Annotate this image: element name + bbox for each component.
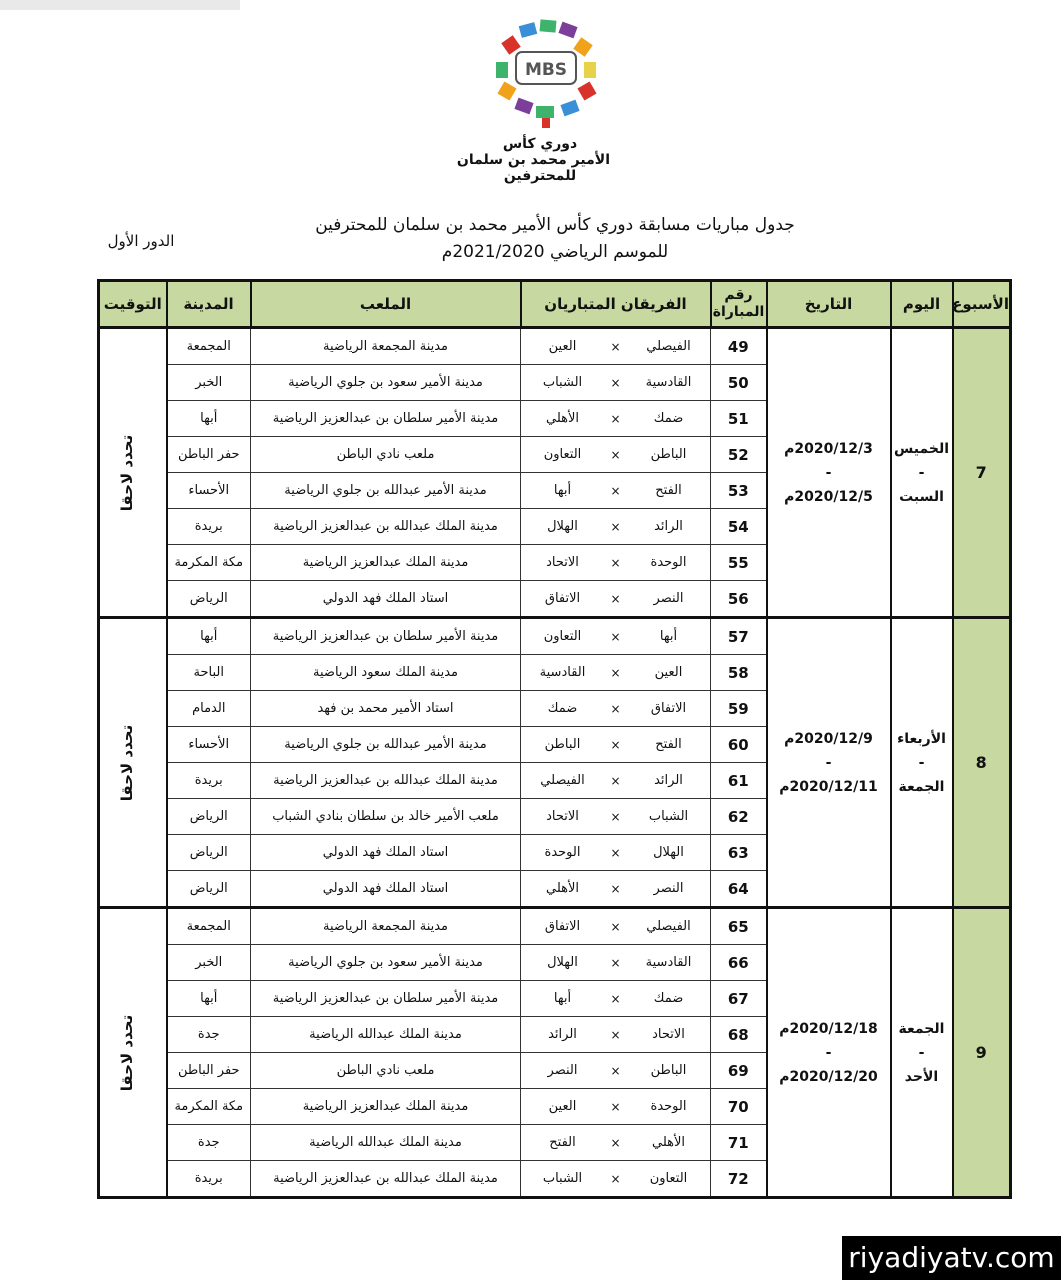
match-number: 50 xyxy=(711,365,767,401)
teams-cell xyxy=(521,509,711,545)
city-name: بريدة xyxy=(167,1161,251,1198)
home-team: الوحدة xyxy=(650,1099,687,1114)
stadium-name: ملعب نادي الباطن xyxy=(251,437,521,473)
stadium-name: استاد الملك فهد الدولي xyxy=(251,871,521,908)
versus-symbol: × xyxy=(610,1099,621,1114)
teams-pair xyxy=(521,1063,710,1078)
home-team: الفتح xyxy=(655,483,682,498)
match-number: 71 xyxy=(711,1125,767,1161)
away-team: الشباب xyxy=(542,375,583,390)
away-team: الاتفاق xyxy=(544,591,581,606)
stadium-name: مدينة الأمير سلطان بن عبدالعزيز الرياضية xyxy=(251,981,521,1017)
teams-cell xyxy=(521,545,711,581)
match-days xyxy=(891,908,953,1198)
versus-symbol: × xyxy=(610,845,621,860)
match-number: 63 xyxy=(711,835,767,871)
versus-symbol: × xyxy=(610,991,621,1006)
away-team: القادسية xyxy=(539,665,586,680)
city-name: جدة xyxy=(167,1017,251,1053)
city-name: المجمعة xyxy=(167,328,251,365)
week-number: 7 xyxy=(953,328,1011,618)
timing-text: تحدد لاحقا xyxy=(118,724,137,801)
stadium-name: مدينة الملك عبدالله بن عبدالعزيز الرياضية xyxy=(251,509,521,545)
stadium-name: مدينة الأمير سعود بن جلوي الرياضية xyxy=(251,945,521,981)
teams-pair xyxy=(521,519,710,534)
stadium-name: ملعب الأمير خالد بن سلطان بنادي الشباب xyxy=(251,799,521,835)
teams-cell xyxy=(521,871,711,908)
city-name: مكة المكرمة xyxy=(167,545,251,581)
home-team: الفيصلي xyxy=(646,919,691,934)
city-name: مكة المكرمة xyxy=(167,1089,251,1125)
versus-symbol: × xyxy=(610,1171,621,1186)
away-team: الباطن xyxy=(544,737,581,752)
away-team: الفتح xyxy=(549,1135,576,1150)
stadium-name: مدينة الأمير عبدالله بن جلوي الرياضية xyxy=(251,473,521,509)
header-city: المدينة xyxy=(167,281,251,328)
away-team: الأهلي xyxy=(545,881,580,896)
match-number: 72 xyxy=(711,1161,767,1198)
header-day: اليوم xyxy=(891,281,953,328)
match-number: 61 xyxy=(711,763,767,799)
date-line-1: 2020/12/3م xyxy=(784,440,873,457)
teams-pair xyxy=(521,701,710,716)
teams-cell xyxy=(521,1125,711,1161)
document-title xyxy=(260,212,850,266)
teams-cell xyxy=(521,365,711,401)
date-line-3: 2020/12/5م xyxy=(784,488,873,505)
header-stadium: الملعب xyxy=(251,281,521,328)
away-team: الهلال xyxy=(547,955,578,970)
stadium-name: مدينة المجمعة الرياضية xyxy=(251,328,521,365)
date-line-3: 2020/12/20م xyxy=(779,1068,878,1085)
city-name: أبها xyxy=(167,981,251,1017)
teams-cell xyxy=(521,328,711,365)
date-line-3: 2020/12/11م xyxy=(779,778,878,795)
away-team: الأهلي xyxy=(545,411,580,426)
match-number: 70 xyxy=(711,1089,767,1125)
teams-cell xyxy=(521,763,711,799)
day-line-2: - xyxy=(918,464,925,481)
stadium-name: مدينة الملك عبدالعزيز الرياضية xyxy=(251,1089,521,1125)
home-team: الشباب xyxy=(648,809,689,824)
home-team: الباطن xyxy=(650,1063,687,1078)
round-label: الدور الأول xyxy=(107,232,175,250)
teams-cell xyxy=(521,401,711,437)
city-name: حفر الباطن xyxy=(167,437,251,473)
teams-pair xyxy=(521,339,710,354)
away-team: العين xyxy=(548,339,577,354)
match-number: 54 xyxy=(711,509,767,545)
teams-cell xyxy=(521,655,711,691)
teams-pair xyxy=(521,991,710,1006)
table-header-row xyxy=(99,281,1011,328)
home-team: الرائد xyxy=(654,773,683,788)
header-week: الأسبوع xyxy=(953,281,1011,328)
teams-cell xyxy=(521,1161,711,1198)
match-number: 64 xyxy=(711,871,767,908)
versus-symbol: × xyxy=(610,701,621,716)
header-match-number-line-2: المباراة xyxy=(712,304,765,320)
city-name: المجمعة xyxy=(167,908,251,945)
versus-symbol: × xyxy=(610,629,621,644)
header-teams: الفريقان المتباريان xyxy=(521,281,711,328)
teams-pair xyxy=(521,809,710,824)
away-team: ضمك xyxy=(547,701,578,716)
match-number: 60 xyxy=(711,727,767,763)
home-team: التعاون xyxy=(649,1171,688,1186)
match-number: 51 xyxy=(711,401,767,437)
day-line-3: السبت xyxy=(899,488,944,505)
city-name: الخبر xyxy=(167,365,251,401)
league-name xyxy=(456,136,610,184)
site-watermark: riyadiyatv.com xyxy=(842,1236,1061,1280)
date-line-2: - xyxy=(825,1044,832,1061)
versus-symbol: × xyxy=(610,881,621,896)
teams-pair xyxy=(521,919,710,934)
match-schedule-table xyxy=(97,279,1012,1199)
match-row xyxy=(99,618,1011,655)
title-line-2: للموسم الرياضي 2021/2020م xyxy=(441,242,669,262)
match-number: 65 xyxy=(711,908,767,945)
teams-pair xyxy=(521,737,710,752)
match-number: 57 xyxy=(711,618,767,655)
teams-cell xyxy=(521,1053,711,1089)
stadium-name: مدينة المجمعة الرياضية xyxy=(251,908,521,945)
stadium-name: مدينة الملك عبدالعزيز الرياضية xyxy=(251,545,521,581)
versus-symbol: × xyxy=(610,809,621,824)
teams-pair xyxy=(521,591,710,606)
versus-symbol: × xyxy=(610,339,621,354)
teams-pair xyxy=(521,881,710,896)
versus-symbol: × xyxy=(610,665,621,680)
city-name: أبها xyxy=(167,618,251,655)
stadium-name: استاد الملك فهد الدولي xyxy=(251,835,521,871)
teams-pair xyxy=(521,555,710,570)
stadium-name: استاد الأمير محمد بن فهد xyxy=(251,691,521,727)
home-team: ضمك xyxy=(653,991,684,1006)
match-number: 68 xyxy=(711,1017,767,1053)
home-team: الرائد xyxy=(654,519,683,534)
home-team: القادسية xyxy=(645,955,692,970)
teams-pair xyxy=(521,411,710,426)
league-name-line-3: للمحترفين xyxy=(503,168,577,184)
city-name: أبها xyxy=(167,401,251,437)
match-number: 56 xyxy=(711,581,767,618)
versus-symbol: × xyxy=(610,591,621,606)
day-line-3: الأحد xyxy=(904,1068,939,1085)
teams-cell xyxy=(521,835,711,871)
away-team: الشباب xyxy=(542,1171,583,1186)
stadium-name: مدينة الأمير سعود بن جلوي الرياضية xyxy=(251,365,521,401)
teams-pair xyxy=(521,1135,710,1150)
home-team: الاتحاد xyxy=(652,1027,685,1042)
away-team: الوحدة xyxy=(544,845,581,860)
match-number: 69 xyxy=(711,1053,767,1089)
timing-cell xyxy=(99,618,167,908)
match-dates xyxy=(767,908,891,1198)
home-team: الأهلي xyxy=(651,1135,686,1150)
match-number: 49 xyxy=(711,328,767,365)
teams-pair xyxy=(521,665,710,680)
away-team: النصر xyxy=(547,1063,578,1078)
home-team: الباطن xyxy=(650,447,687,462)
city-name: بريدة xyxy=(167,509,251,545)
header-match-number-line-1: رقم xyxy=(724,287,753,303)
league-name-line-2: الأمير محمد بن سلمان xyxy=(456,152,610,168)
away-team: الهلال xyxy=(547,519,578,534)
versus-symbol: × xyxy=(610,483,621,498)
teams-pair xyxy=(521,955,710,970)
versus-symbol: × xyxy=(610,555,621,570)
city-name: بريدة xyxy=(167,763,251,799)
home-team: العين xyxy=(654,665,683,680)
teams-pair xyxy=(521,629,710,644)
teams-cell xyxy=(521,437,711,473)
stadium-name: مدينة الأمير عبدالله بن جلوي الرياضية xyxy=(251,727,521,763)
match-days xyxy=(891,328,953,618)
date-line-1: 2020/12/18م xyxy=(779,1020,878,1037)
city-name: الباحة xyxy=(167,655,251,691)
match-number: 67 xyxy=(711,981,767,1017)
teams-pair xyxy=(521,1099,710,1114)
week-number: 9 xyxy=(953,908,1011,1198)
teams-cell xyxy=(521,1089,711,1125)
teams-pair xyxy=(521,773,710,788)
mbs-league-logo xyxy=(490,18,602,130)
away-team: أبها xyxy=(553,483,572,498)
day-line-1: الجمعة xyxy=(898,1020,945,1037)
home-team: النصر xyxy=(653,591,684,606)
versus-symbol: × xyxy=(610,773,621,788)
home-team: الفتح xyxy=(655,737,682,752)
match-number: 66 xyxy=(711,945,767,981)
league-name-line-1: دوري كأس xyxy=(502,136,578,152)
away-team: الاتحاد xyxy=(546,555,579,570)
stadium-name: مدينة الأمير سلطان بن عبدالعزيز الرياضية xyxy=(251,618,521,655)
teams-pair xyxy=(521,447,710,462)
city-name: الرياض xyxy=(167,581,251,618)
city-name: حفر الباطن xyxy=(167,1053,251,1089)
match-row xyxy=(99,908,1011,945)
header-timing: التوقيت xyxy=(99,281,167,328)
top-strip xyxy=(0,0,240,10)
versus-symbol: × xyxy=(610,1027,621,1042)
away-team: أبها xyxy=(553,991,572,1006)
versus-symbol: × xyxy=(610,519,621,534)
teams-cell xyxy=(521,908,711,945)
teams-pair xyxy=(521,1027,710,1042)
teams-cell xyxy=(521,981,711,1017)
match-days xyxy=(891,618,953,908)
date-line-2: - xyxy=(825,754,832,771)
home-team: أبها xyxy=(659,629,678,644)
versus-symbol: × xyxy=(610,737,621,752)
teams-pair xyxy=(521,375,710,390)
versus-symbol: × xyxy=(610,955,621,970)
match-dates xyxy=(767,618,891,908)
city-name: جدة xyxy=(167,1125,251,1161)
city-name: الخبر xyxy=(167,945,251,981)
away-team: الاتفاق xyxy=(544,919,581,934)
teams-cell xyxy=(521,727,711,763)
header-date: التاريخ xyxy=(767,281,891,328)
away-team: العين xyxy=(548,1099,577,1114)
timing-text: تحدد لاحقا xyxy=(118,1014,137,1091)
city-name: الرياض xyxy=(167,835,251,871)
teams-cell xyxy=(521,618,711,655)
versus-symbol: × xyxy=(610,375,621,390)
versus-symbol: × xyxy=(610,1063,621,1078)
week-number: 8 xyxy=(953,618,1011,908)
city-name: الأحساء xyxy=(167,727,251,763)
stadium-name: مدينة الأمير سلطان بن عبدالعزيز الرياضية xyxy=(251,401,521,437)
match-number: 62 xyxy=(711,799,767,835)
day-line-1: الخميس xyxy=(893,440,950,457)
day-line-2: - xyxy=(918,1044,925,1061)
timing-cell xyxy=(99,328,167,618)
date-line-1: 2020/12/9م xyxy=(784,730,873,747)
match-number: 58 xyxy=(711,655,767,691)
stadium-name: مدينة الملك عبدالله بن عبدالعزيز الرياضية xyxy=(251,763,521,799)
home-team: الهلال xyxy=(653,845,684,860)
teams-pair xyxy=(521,1171,710,1186)
away-team: الاتحاد xyxy=(546,809,579,824)
stadium-name: مدينة الملك عبدالله الرياضية xyxy=(251,1017,521,1053)
timing-cell xyxy=(99,908,167,1198)
city-name: الدمام xyxy=(167,691,251,727)
stadium-name: استاد الملك فهد الدولي xyxy=(251,581,521,618)
versus-symbol: × xyxy=(610,1135,621,1150)
match-number: 55 xyxy=(711,545,767,581)
home-team: النصر xyxy=(653,881,684,896)
stadium-name: ملعب نادي الباطن xyxy=(251,1053,521,1089)
home-team: الاتفاق xyxy=(650,701,687,716)
home-team: الفيصلي xyxy=(646,339,691,354)
teams-pair xyxy=(521,483,710,498)
date-line-2: - xyxy=(825,464,832,481)
match-dates xyxy=(767,328,891,618)
teams-cell xyxy=(521,581,711,618)
day-line-2: - xyxy=(918,754,925,771)
city-name: الرياض xyxy=(167,871,251,908)
stadium-name: مدينة الملك سعود الرياضية xyxy=(251,655,521,691)
header-match-number xyxy=(711,281,767,328)
teams-cell xyxy=(521,799,711,835)
match-number: 53 xyxy=(711,473,767,509)
away-team: التعاون xyxy=(543,447,582,462)
teams-cell xyxy=(521,691,711,727)
title-line-1: جدول مباريات مسابقة دوري كأس الأمير محمد بن سلمان للمحترفين xyxy=(315,215,795,235)
match-row xyxy=(99,328,1011,365)
stadium-name: مدينة الملك عبدالله الرياضية xyxy=(251,1125,521,1161)
match-number: 59 xyxy=(711,691,767,727)
stadium-name: مدينة الملك عبدالله بن عبدالعزيز الرياضية xyxy=(251,1161,521,1198)
versus-symbol: × xyxy=(610,919,621,934)
teams-cell xyxy=(521,945,711,981)
home-team: ضمك xyxy=(653,411,684,426)
versus-symbol: × xyxy=(610,447,621,462)
versus-symbol: × xyxy=(610,411,621,426)
schedule-body xyxy=(99,328,1011,1198)
logo-text: MBS xyxy=(524,60,568,80)
home-team: القادسية xyxy=(645,375,692,390)
teams-pair xyxy=(521,845,710,860)
match-number: 52 xyxy=(711,437,767,473)
city-name: الأحساء xyxy=(167,473,251,509)
away-team: الرائد xyxy=(548,1027,577,1042)
teams-cell xyxy=(521,1017,711,1053)
teams-cell xyxy=(521,473,711,509)
home-team: الوحدة xyxy=(650,555,687,570)
day-line-1: الأربعاء xyxy=(897,730,946,747)
away-team: التعاون xyxy=(543,629,582,644)
city-name: الرياض xyxy=(167,799,251,835)
away-team: الفيصلي xyxy=(540,773,585,788)
day-line-3: الجمعة xyxy=(898,778,945,795)
timing-text: تحدد لاحقا xyxy=(118,434,137,511)
